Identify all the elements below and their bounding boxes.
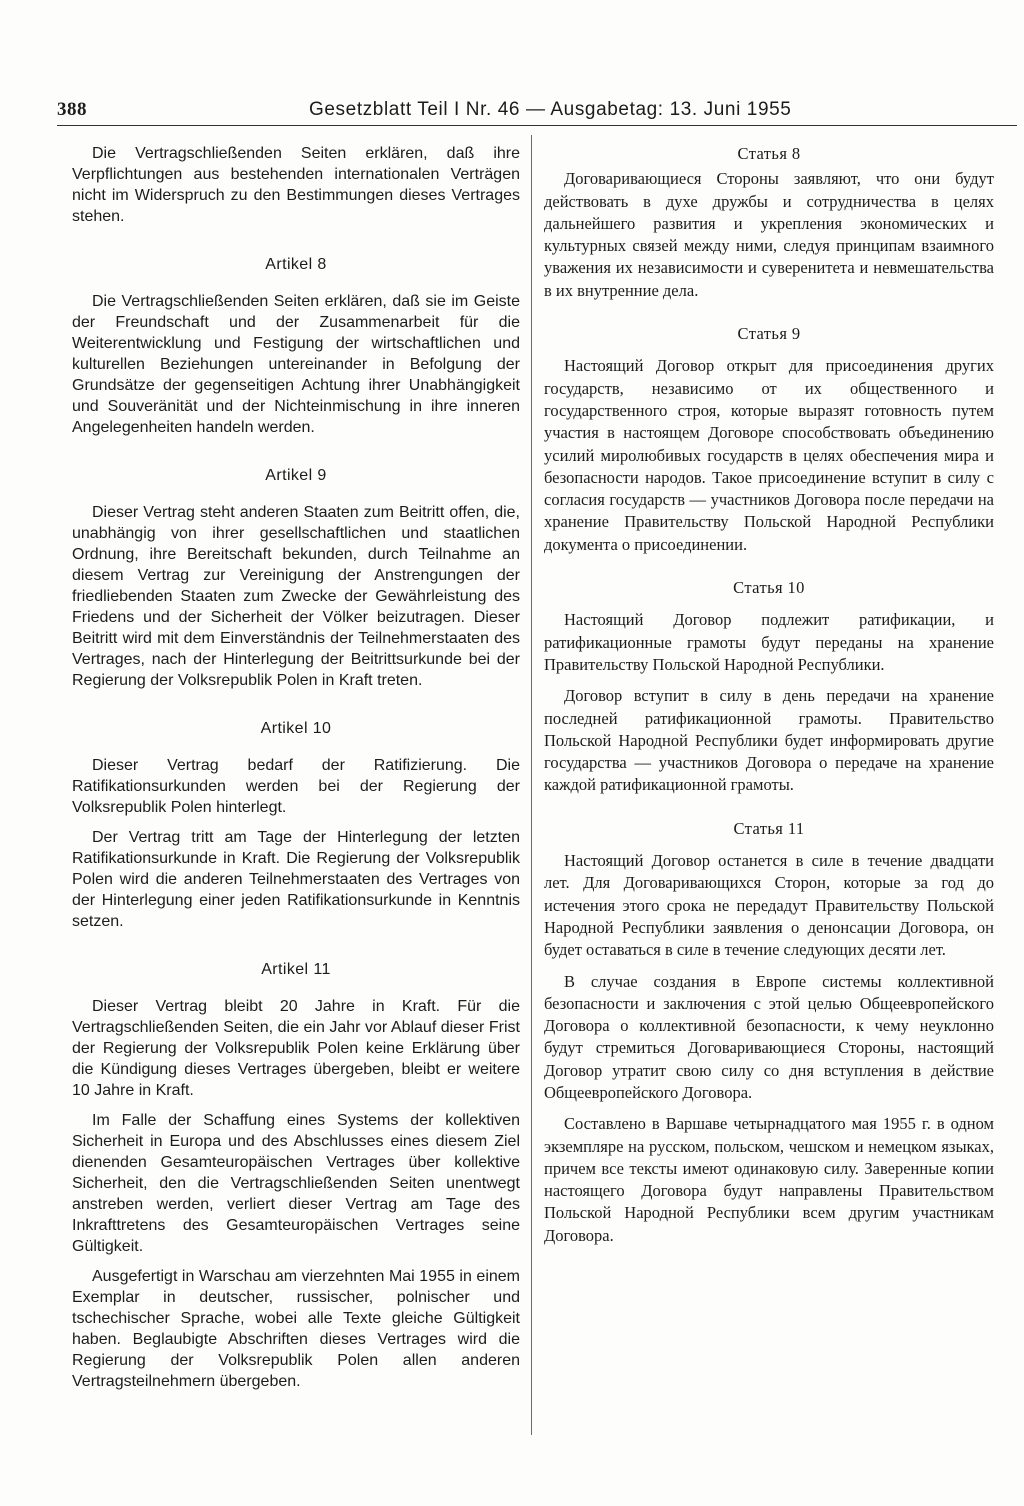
russian-column [544, 143, 994, 1256]
german-article-8-heading: Artikel 8 [265, 256, 327, 273]
russian-article-8-heading: Статья 8 [737, 144, 801, 163]
russian-closing-paragraph: Составлено в Варшаве четырнадцатого мая 1955 г. в одном экземпляре на русском, польском, чешском и немецком языках, причем все тексты имеют одинаковую силу. Заверенные копии настоящего Договора будут направлены Правительством Польской Народной Республики всем другим участникам Договора. [544, 1114, 994, 1245]
german-intro-paragraph: Die Vertragschließenden Seiten erklären, daß ihre Verpflichtungen aus bestehenden internationalen Verträgen nicht im Widerspruch zu den Bestimmungen dieses Vertrages stehen. [72, 145, 520, 225]
german-closing-paragraph: Ausgefertigt in Warschau am vierzehnten Mai 1955 in einem Exemplar in deutscher, russischer, polnischer und tschechischer Sprache, wobei alle Texte gleiche Gültigkeit haben. Beglaubigte Abschriften dieses Vertrages wird die Regierung der Volksrepublik Polen allen anderen Vertragsteilnehmern übergeben. [72, 1268, 520, 1390]
german-article-11-paragraph-2: Im Falle der Schaffung eines Systems der kollektiven Sicherheit in Europa und des Abschlusses eines diesem Ziel dienenden Gesamteuropäischen Vertrages über kollektive Sicherheit, den die Vertragschließenden Seiten unentwegt anstreben werden, verliert dieser Vertrag am Tage des Inkrafttretens des Gesamteuropäischen Vertrages seine Gültigkeit. [72, 1112, 520, 1255]
running-head: Gesetzblatt Teil I Nr. 46 — Ausgabetag: 13. Juni 1955 [309, 99, 792, 120]
russian-article-8-paragraph: Договаривающиеся Стороны заявляют, что они будут действовать в духе дружбы и сотрудничества в целях дальнейшего развития и укрепления экономических и культурных связей между ними, следуя принципам взаимного уважения их независимости и суверенитета и невмешательства в их внутренние дела. [544, 169, 994, 300]
german-article-9-paragraph: Dieser Vertrag steht anderen Staaten zum Beitritt offen, die, unabhängig von ihrer gesellschaftlichen und staatlichen Ordnung, ihre Bereitschaft bekunden, durch Teilnahme an diesem Vertrag zur Vereinigung der Anstrengungen der friedliebenden Staaten zum Zwecke der Gewährleistung des Friedens und der Sicherheit der Völker beizutragen. Dieser Beitritt wird mit dem Einverständnis der Teilnehmerstaaten des Vertrages, nach der Hinterlegung der Beitrittsurkunde bei der Regierung der Volksrepublik Polen in Kraft treten. [72, 504, 520, 689]
russian-article-11-paragraph-2: В случае создания в Европе системы коллективной безопасности и заключения с этой целью Общеевропейского Договора о коллективной безопасности, к чему неуклонно будут стремиться Договаривающиеся Стороны, настоящий Договор утратит свою силу со дня вступления в действие Общеевропейского Договора. [544, 971, 994, 1102]
page-header [57, 99, 1017, 126]
german-article-8-paragraph: Die Vertragschließenden Seiten erklären, daß sie im Geiste der Freundschaft und der Zusammenarbeit für die Weiterentwicklung und Festigung der wirtschaftlichen und kulturellen Beziehungen untereinander in Befolgung der Grundsätze der gegenseitigen Achtung ihrer Unabhängigkeit und Souveränität und der Nichteinmischung in ihre inneren Angelegenheiten handeln werden. [72, 293, 520, 436]
russian-article-11-paragraph-1: Настоящий Договор останется в силе в течение двадцати лет. Для Договаривающихся Сторон, которые за год до истечения этого срока не передадут Правительству Польской Народной Республики заявления о денонсации Договора, он будет оставаться в силе в течение следующих десяти лет. [544, 851, 994, 960]
german-article-10-paragraph-2: Der Vertrag tritt am Tage der Hinterlegung der letzten Ratifikationsurkunde in Kraft. Die Regierung der Volksrepublik Polen wird die anderen Teilnehmerstaaten des Vertrages von der Hinterlegung einer jeden Ratifikationsurkunde in Kenntnis setzen. [72, 829, 520, 930]
german-article-9-heading: Artikel 9 [265, 467, 327, 484]
german-article-10-paragraph-1: Dieser Vertrag bedarf der Ratifizierung. Die Ratifikationsurkunden werden bei der Regierung der Volksrepublik Polen hinterlegt. [72, 757, 520, 816]
page-number: 388 [57, 99, 87, 120]
russian-article-9-paragraph: Настоящий Договор открыт для присоединения других государств, независимо от их общественного и государственного строя, которые выразят готовность путем участия в настоящем Договоре способствовать объединению усилий миролюбивых государств в целях обеспечения мира и безопасности народов. Такое присоединение вступит в силу с согласия государств — участников Договора после передачи на хранение Правительству Польской Народной Республики документа о присоединении. [544, 356, 994, 554]
german-article-11-paragraph-1: Dieser Vertrag bleibt 20 Jahre in Kraft. Für die Vertragschließenden Seiten, die ein Jahr vor Ablauf dieser Frist der Regierung der Volksrepublik Polen keine Erklärung über die Kündigung dieses Vertrages übergeben, bleibt er weitere 10 Jahre in Kraft. [72, 998, 520, 1099]
russian-article-10-paragraph-2: Договор вступит в силу в день передачи на хранение последней ратификационной грамоты. Правительство Польской Народной Республики будет информировать другие государства — участников Договора о передаче на хранение каждой ратификационной грамоты. [544, 686, 994, 795]
russian-article-10-heading: Статья 10 [733, 578, 805, 598]
column-divider [531, 135, 532, 1435]
russian-article-10-paragraph-1: Настоящий Договор подлежит ратификации, и ратификационные грамоты будут переданы на хранение Правительству Польской Народной Республики. [544, 610, 994, 674]
russian-article-9-heading: Статья 9 [737, 324, 801, 344]
german-article-11-heading: Artikel 11 [261, 961, 331, 978]
russian-article-11-heading: Статья 11 [733, 818, 805, 838]
german-column [72, 143, 520, 1401]
german-article-10-heading: Artikel 10 [260, 720, 332, 737]
